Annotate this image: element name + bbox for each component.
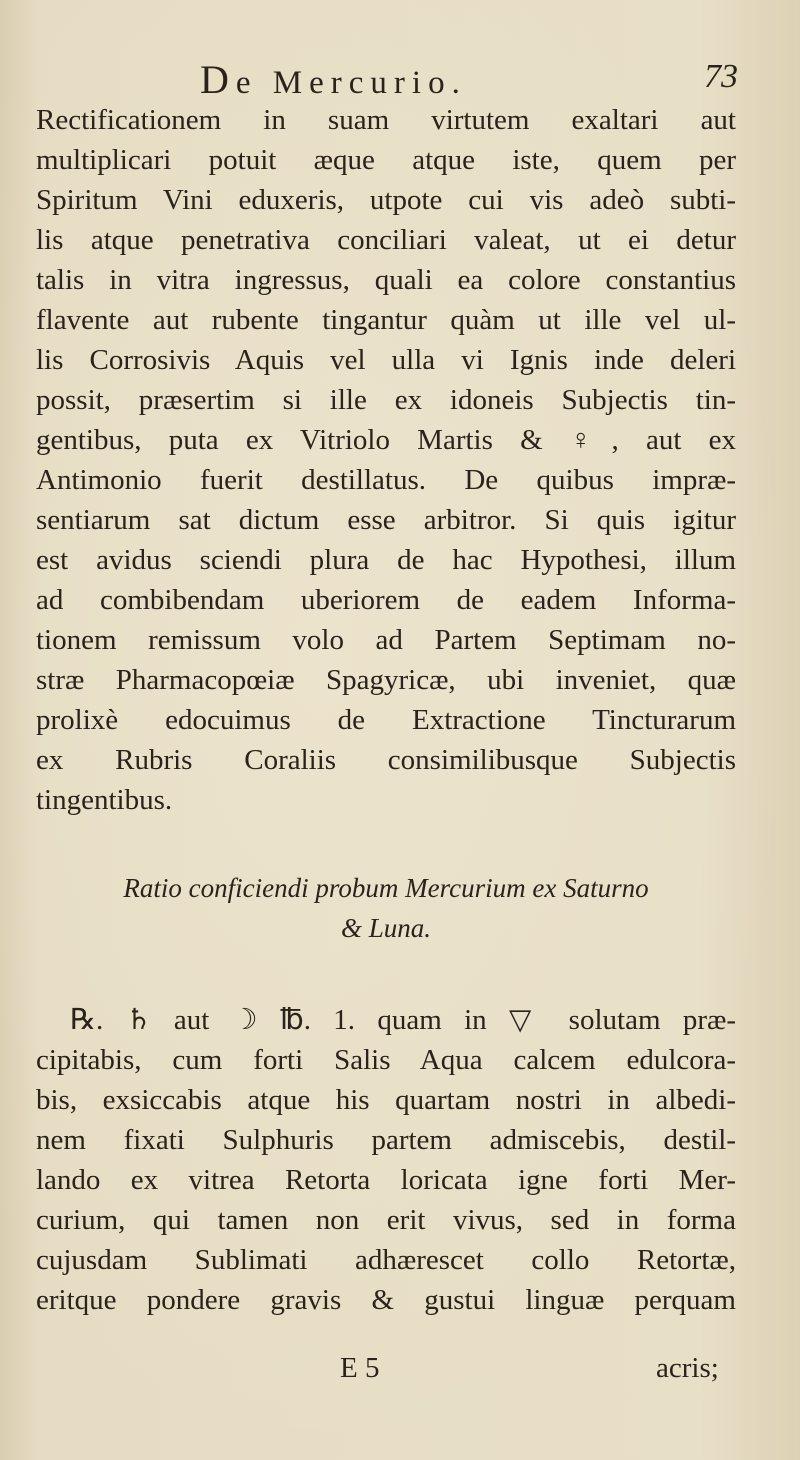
text-line: gentibus, puta ex Vitriolo Martis & ♀, aut ex (36, 424, 736, 456)
text-line: tionem remissum volo ad Partem Septimam no- (36, 624, 736, 656)
running-head-text: e Mercurio. (235, 65, 467, 101)
text-line: ℞. ♄ aut ☽ ℔. 1. quam in ▽ solutam præ- (70, 1004, 736, 1036)
text-line: nem fixati Sulphuris partem admiscebis, destil- (36, 1124, 736, 1156)
text-line: possit, præsertim si ille ex idoneis Subjectis tin- (36, 384, 736, 416)
text-line: Spiritum Vini eduxeris, utpote cui vis adeò subti- (36, 184, 736, 216)
running-head (200, 56, 467, 103)
text-line: Antimonio fuerit destillatus. De quibus impræ- (36, 464, 736, 496)
text-line: ex Rubris Coraliis consimilibusque Subjectis (36, 744, 736, 776)
signature-mark: E 5 (340, 1352, 380, 1384)
text-line: tingentibus. (36, 784, 173, 816)
text-line: eritque pondere gravis & gustui linguæ perquam (36, 1284, 736, 1316)
recipe-paragraph (36, 1000, 736, 1320)
text-line: stræ Pharmacopœiæ Spagyricæ, ubi inveniet, quæ (36, 664, 736, 696)
text-line: curium, qui tamen non erit vivus, sed in forma (36, 1204, 736, 1236)
text-line: cujusdam Sublimati adhærescet collo Retortæ, (36, 1244, 736, 1276)
text-line: lando ex vitrea Retorta loricata igne forti Mer- (36, 1164, 736, 1196)
text-line: lis Corrosivis Aquis vel ulla vi Ignis inde deleri (36, 344, 736, 376)
text-line: multiplicari potuit æque atque iste, quem per (36, 144, 736, 176)
heading-line: Ratio conficiendi probum Mercurium ex Saturno (123, 873, 649, 903)
text-line: prolixè edocuimus de Extractione Tincturarum (36, 704, 736, 736)
text-line: lis atque penetrativa conciliari valeat, ut ei detur (36, 224, 736, 256)
catchword: acris; (656, 1352, 719, 1384)
text-line: bis, exsiccabis atque his quartam nostri in albedi- (36, 1084, 736, 1116)
page-header (0, 56, 800, 102)
text-line: Rectificationem in suam virtutem exaltari aut (36, 104, 736, 136)
heading-line: & Luna. (340, 913, 432, 943)
main-paragraph (36, 100, 736, 820)
section-heading (36, 868, 736, 948)
page-number: 73 (704, 58, 738, 95)
text-line: est avidus sciendi plura de hac Hypothesi, illum (36, 544, 736, 576)
text-line: flavente aut rubente tingantur quàm ut ille vel ul- (36, 304, 736, 336)
text-line: cipitabis, cum forti Salis Aqua calcem edulcora- (36, 1044, 736, 1076)
text-line: talis in vitra ingressus, quali ea colore constantius (36, 264, 736, 296)
running-head-initial: D (200, 57, 236, 102)
text-line: sentiarum sat dictum esse arbitror. Si quis igitur (36, 504, 736, 536)
text-line: ad combibendam uberiorem de eadem Informa- (36, 584, 736, 616)
page-footer (0, 1352, 800, 1392)
